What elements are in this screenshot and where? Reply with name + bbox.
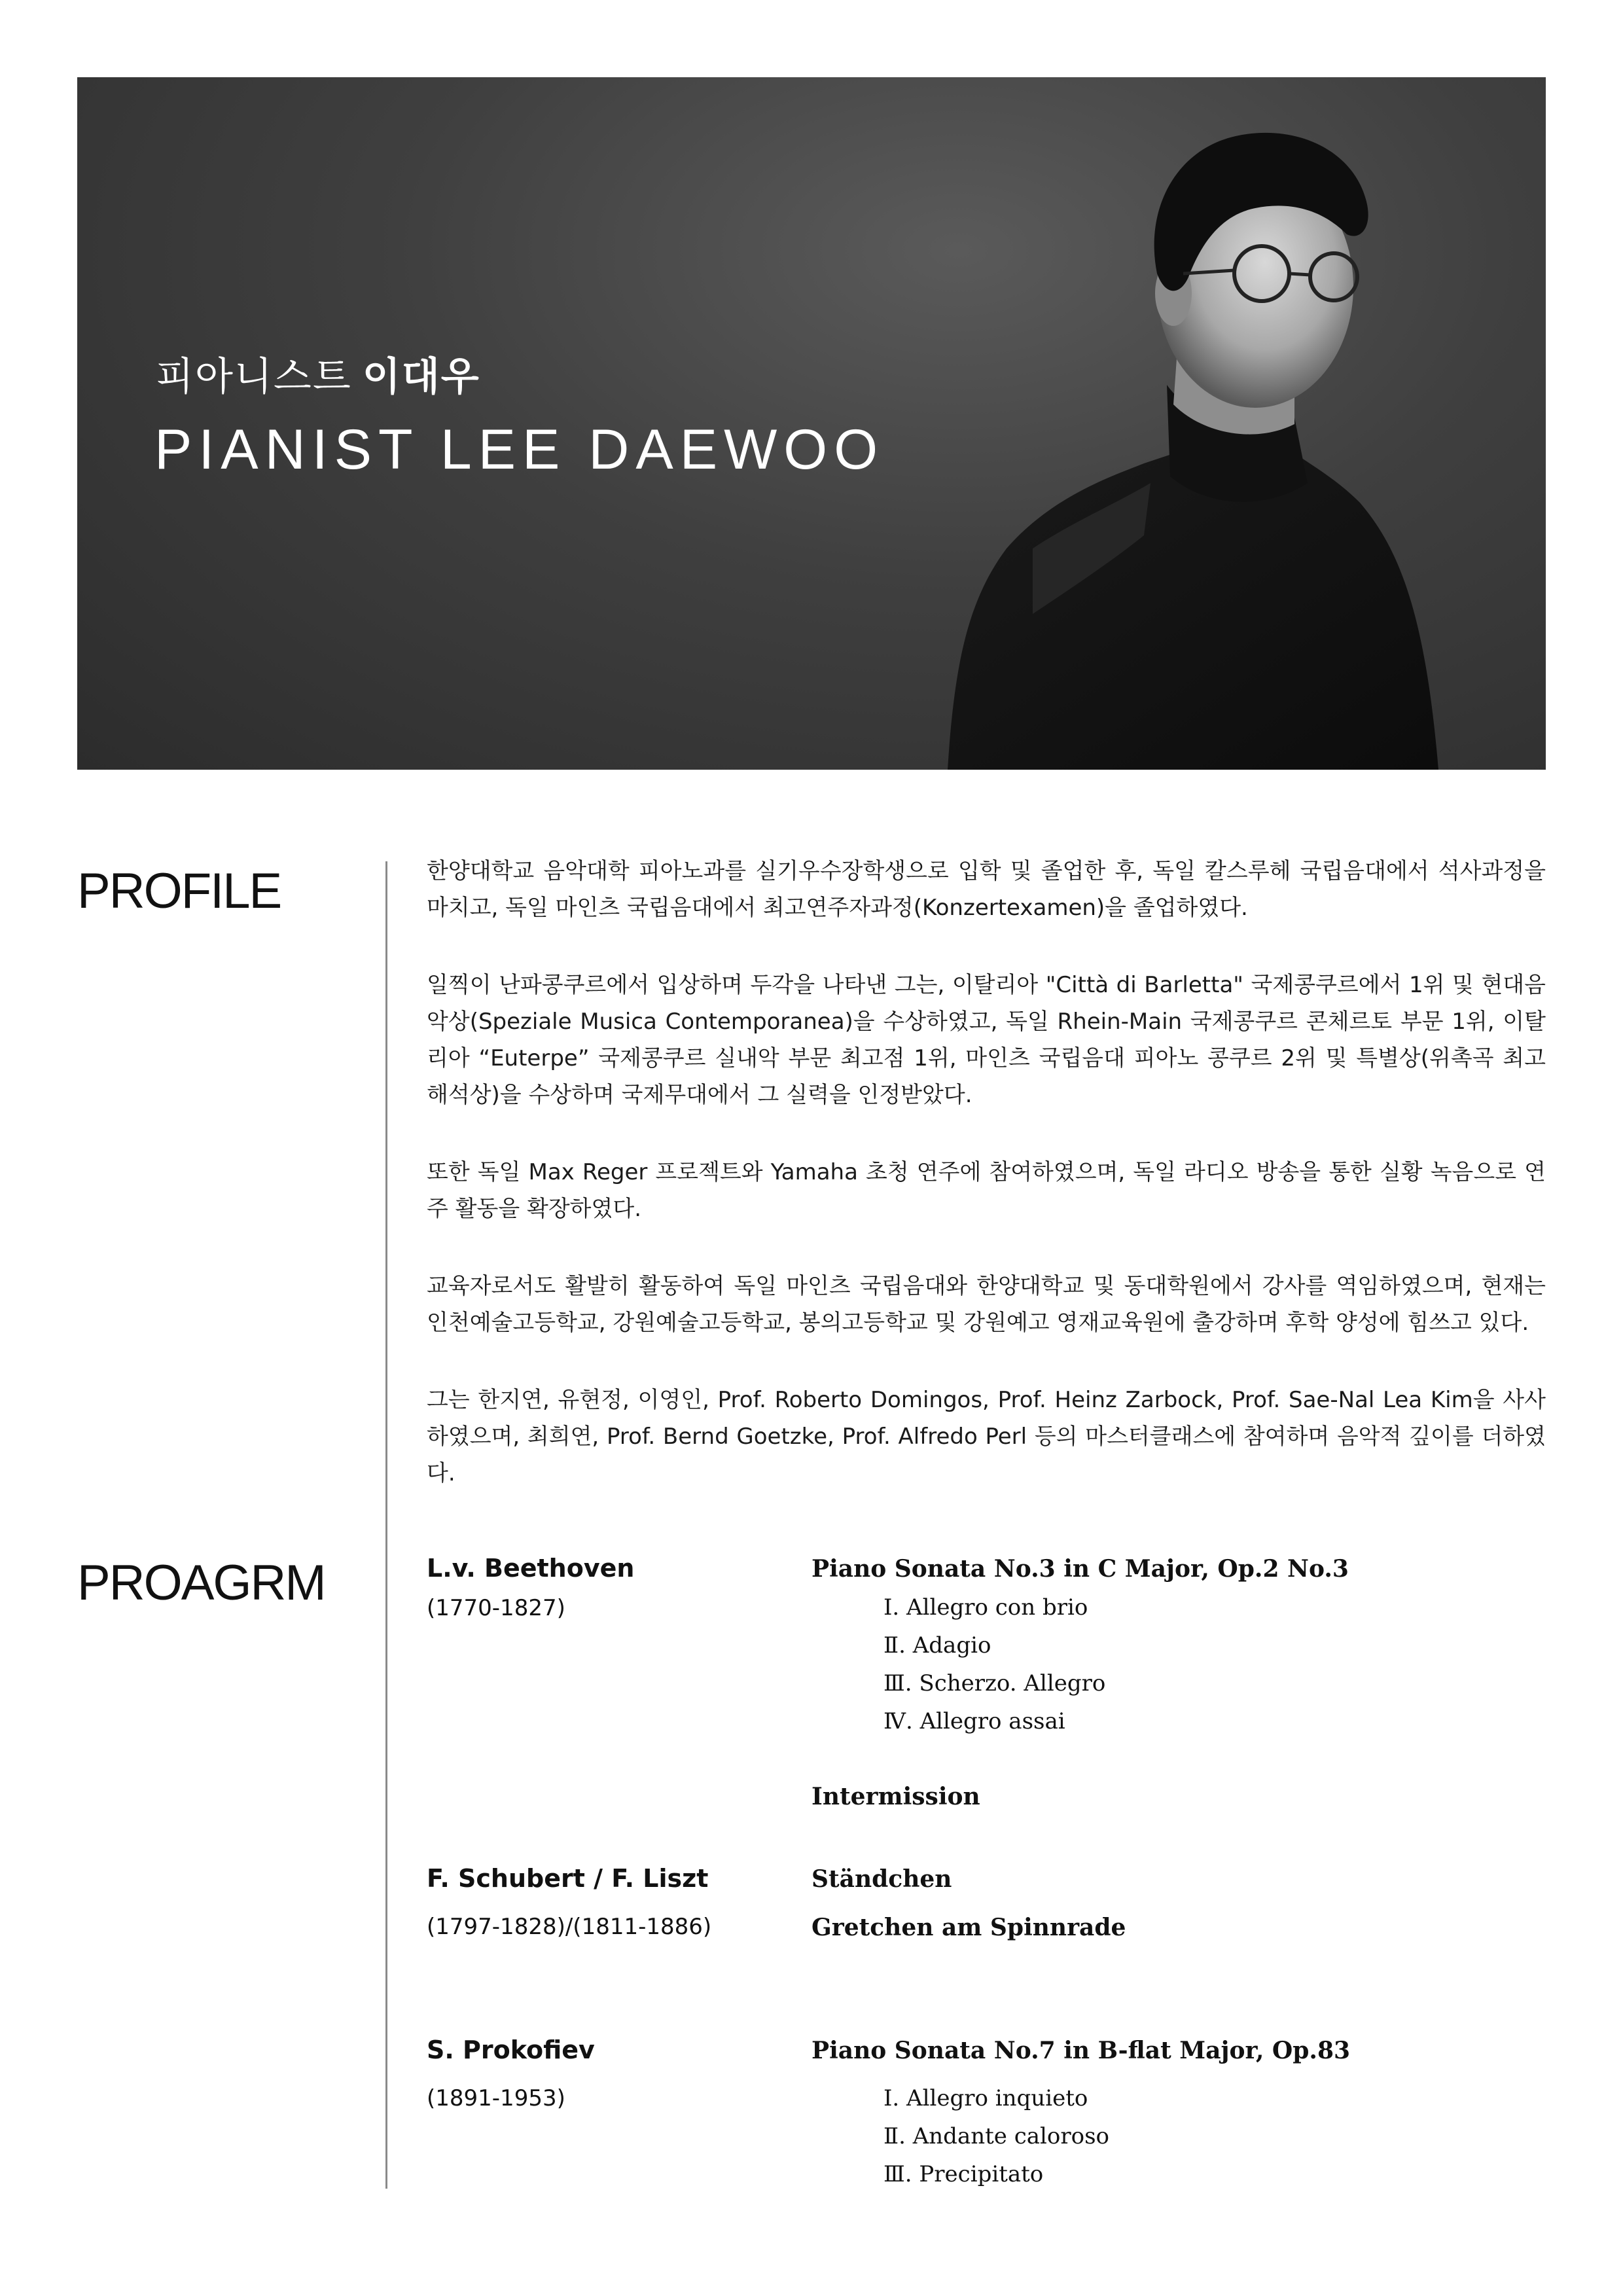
profile-paragraph: 그는 한지연, 유현정, 이영인, Prof. Roberto Domingos, Prof. Heinz Zarbock, Prof. Sae-Nal Lea Kim을 사사하였으며, 최희연, Prof. Bernd Goetzke, Prof. Alfredo Perl 등의 마스터클래스에 참여하며 음악적 깊이를 더하였다. (427, 1387, 1546, 1486)
program-heading: PROAGRM (77, 1555, 325, 1611)
movement: Ⅲ. Precipitato (883, 2161, 1044, 2187)
profile-heading: PROFILE (77, 863, 281, 919)
section-divider (385, 861, 387, 2189)
intermission-label: Intermission (812, 1783, 980, 1810)
composer-schubert-liszt: F. Schubert / F. Liszt (427, 1864, 709, 1893)
movement: Ⅳ. Allegro assai (883, 1708, 1065, 1734)
work-title: Gretchen am Spinnrade (812, 1914, 1126, 1941)
movement: Ⅱ. Andante caloroso (883, 2123, 1109, 2149)
movement: Ⅰ. Allegro inquieto (883, 2085, 1088, 2111)
work-title: Ständchen (812, 1865, 952, 1893)
hero-banner (77, 77, 1546, 770)
work-title: Piano Sonata No.3 in C Major, Op.2 No.3 (812, 1555, 1349, 1583)
hero-title-prefix: 피아니스트 (156, 354, 352, 400)
work-title: Piano Sonata No.7 in B-flat Major, Op.83 (812, 2037, 1351, 2064)
movement: Ⅰ. Allegro con brio (883, 1594, 1088, 1621)
composer-beethoven: L.v. Beethoven (427, 1554, 635, 1583)
movement: Ⅱ. Adagio (883, 1632, 991, 1659)
composer-years: (1797-1828)/(1811-1886) (427, 1914, 712, 1940)
movement: Ⅲ. Scherzo. Allegro (883, 1670, 1106, 1696)
composer-years: (1891-1953) (427, 2085, 565, 2111)
profile-paragraph: 또한 독일 Max Reger 프로젝트와 Yamaha 초청 연주에 참여하였으며, 독일 라디오 방송을 통한 실황 녹음으로 연주 활동을 확장하였다. (427, 1159, 1546, 1222)
hero-title-korean (156, 346, 480, 402)
pianist-portrait (836, 77, 1546, 770)
hero-title-name: 이대우 (362, 354, 480, 400)
profile-paragraph: 한양대학교 음악대학 피아노과를 실기우수장학생으로 입학 및 졸업한 후, 독일 칼스루헤 국립음대에서 석사과정을 마치고, 독일 마인츠 국립음대에서 최고연주자과정(Konzertexamen)을 졸업하였다. (427, 858, 1546, 921)
profile-paragraph: 일찍이 난파콩쿠르에서 입상하며 두각을 나타낸 그는, 이탈리아 "Città di Barletta" 국제콩쿠르에서 1위 및 현대음악상(Speziale Musica Contemporanea)을 수상하였고, 독일 Rhein-Main 국제콩쿠르 콘체르토 부문 1위, 이탈리아 “Euterpe” 국제콩쿠르 실내악 부문 최고점 1위, 마인츠 국립음대 피아노 콩쿠르 2위 및 특별상(위촉곡 최고 해석상)을 수상하며 국제무대에서 그 실력을 인정받았다. (427, 972, 1546, 1108)
composer-years: (1770-1827) (427, 1595, 565, 1621)
composer-prokofiev: S. Prokofiev (427, 2036, 595, 2064)
profile-paragraph: 교육자로서도 활발히 활동하여 독일 마인츠 국립음대와 한양대학교 및 동대학원에서 강사를 역임하였으며, 현재는 인천예술고등학교, 강원예술고등학교, 봉의고등학교 및 강원예고 영재교육원에 출강하며 후학 양성에 힘쓰고 있다. (427, 1273, 1546, 1336)
hero-title-english: PIANIST LEE DAEWOO (154, 418, 885, 481)
profile-text (427, 853, 1546, 1532)
